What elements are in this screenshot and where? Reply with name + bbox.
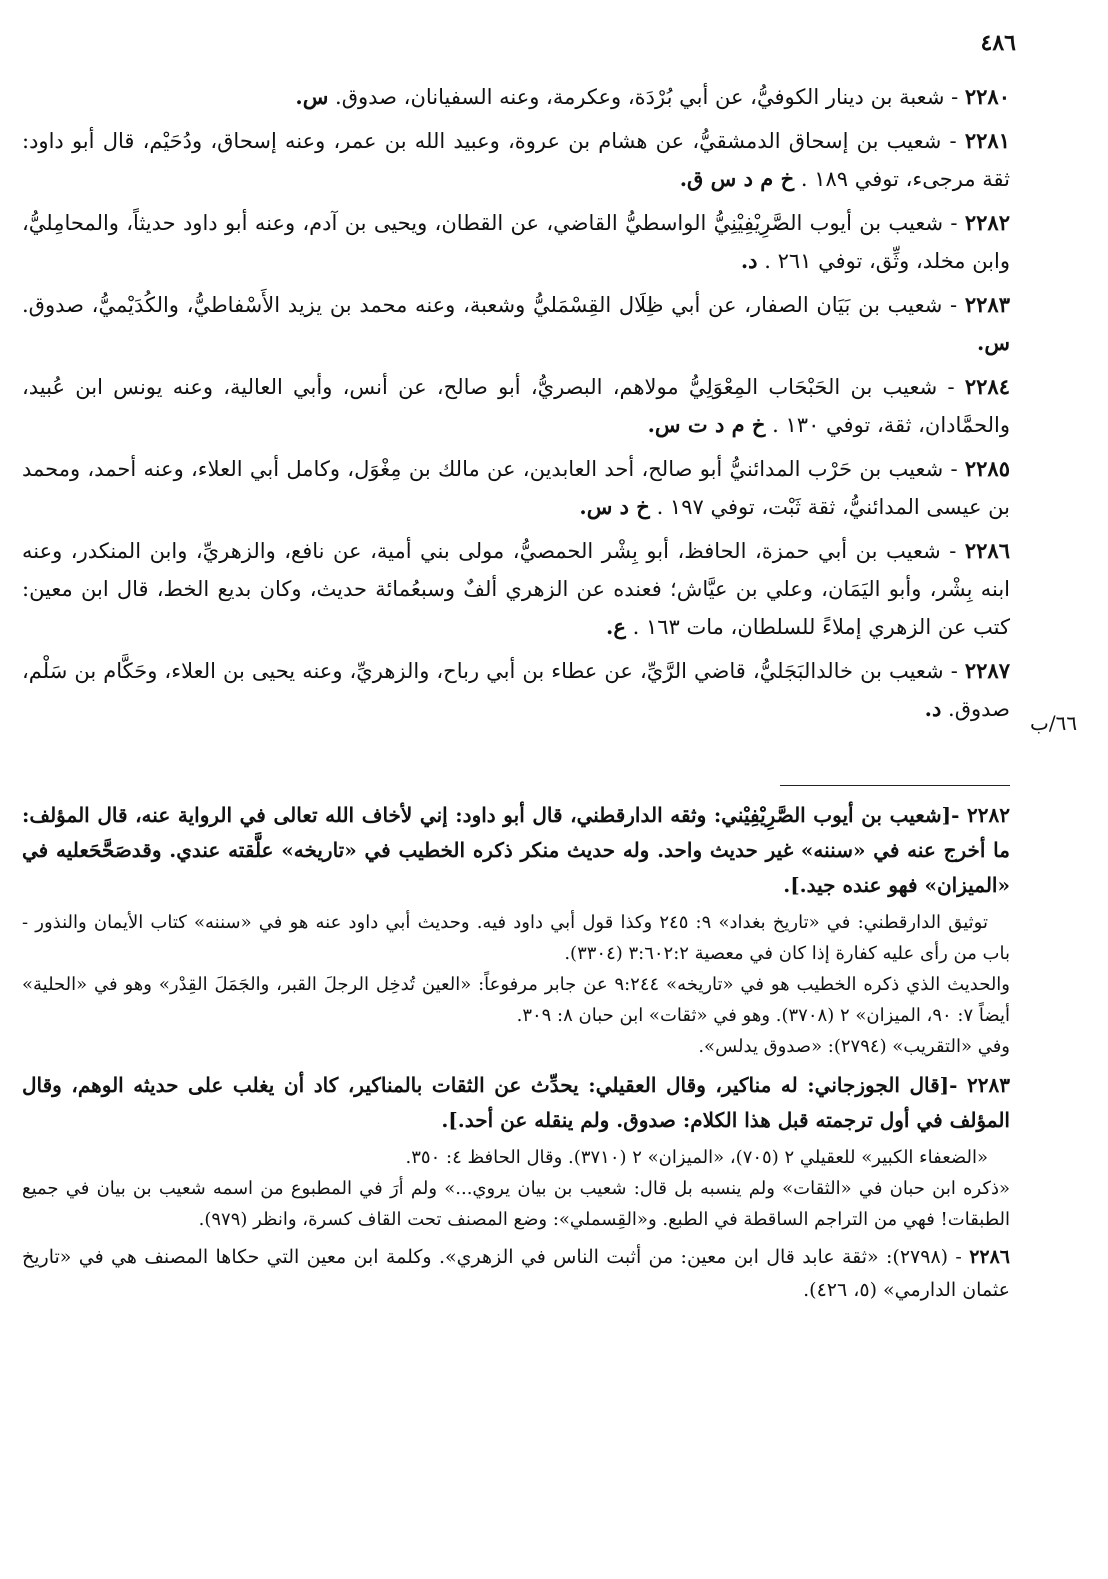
page-number: ٤٨٦ [980, 30, 1016, 56]
entry-2287 [22, 652, 1010, 728]
entry-sigla: خ د س. [579, 494, 650, 519]
footnote-head [22, 1068, 1010, 1138]
entry-text: - شعيب بن أيوب الصَّرِيْفِيْنِيُّ الواسطيُّ القاضي، عن القطان، ويحيى بن آدم، وعنه أبو داود حديثاً، والمحامِليُّ، وابن مخلد، وثِّق، توفي ٢٦١ . [22, 211, 1010, 273]
entry-sigla: ع. [606, 614, 626, 639]
footnote-number: ٢٢٨٢ [967, 803, 1010, 827]
footnote-body [22, 907, 1010, 1062]
entry-text: - شعيب بن خالدالبَجَليُّ، قاضي الرَّيِّ، عن عطاء بن أبي رباح، والزهريِّ، وعنه يحيى بن العلاء، وحَكَّام بن سَلْم، صدوق. [22, 659, 1010, 721]
main-text [22, 78, 1010, 734]
entry-number: ٢٢٨٠ [964, 84, 1010, 109]
entry-number: ٢٢٨٦ [964, 538, 1010, 563]
entry-number: ٢٢٨٣ [964, 292, 1010, 317]
entry-2284 [22, 368, 1010, 444]
entry-text: - شعيب بن حَرْب المدائنيُّ أبو صالح، أحد العابدين، عن مالك بن مِغْوَل، وكامل أبي العلاء، وعنه أحمد، ومحمد بن عيسى المدائنيُّ، ثقة ثَبْت، توفي ١٩٧ . [22, 457, 1010, 519]
entry-sigla: د. [740, 248, 758, 273]
entry-number: ٢٢٨٥ [964, 456, 1010, 481]
entry-text: - شعبة بن دينار الكوفيُّ، عن أبي بُرْدَة، وعكرمة، وعنه السفيانان، صدوق. [335, 85, 959, 109]
footnote-2282 [22, 798, 1010, 1062]
footnote-head-text: -[شعيب بن أيوب الصَّرِيْفِيْني: وثقه الدارقطني، قال أبو داود: إني لأخاف الله تعالى في الرواية عنه، قال المؤلف: ما أخرج عنه في «سننه» غير حديث واحد. وله حديث منكر ذكره الخطيب في «تاريخه» علَّقته عندي. وقدصَحَّحَعليه في «الميزان» فهو عنده جيد.]. [22, 803, 1010, 897]
entry-sigla: خ م د ت س. [647, 412, 766, 437]
footnote-paragraph: والحديث الذي ذكره الخطيب هو في «تاريخه» ٩:٢٤٤ عن جابر مرفوعاً: «العين تُدخِل الرجلَ القبر، والجَمَلَ القِدْر» وهو في «الحلية» أيضاً ٧: ٩٠، الميزان» ٢ (٣٧٠٨). وهو في «ثقات» ابن حبان ٨: ٣٠٩. [22, 974, 1010, 1026]
footnote-paragraph: توثيق الدارقطني: في «تاريخ بغداد» ٩: ٢٤٥ وكذا قول أبي داود فيه. وحديث أبي داود عنه هو في «سننه» كتاب الأيمان والنذور - باب من رأى عليه كفارة إذا كان في معصية ٣:٦٠٢:٢ (٣٣٠٤). [22, 912, 1010, 964]
footnote-number: ٢٢٨٣ [967, 1073, 1010, 1097]
footnote-text: - (٢٧٩٨): «ثقة عابد قال ابن معين: من أثبت الناس في الزهري». وكلمة ابن معين التي حكاها المصنف هي في «تاريخ عثمان الدارمي» (٥، ٤٢٦). [22, 1246, 1010, 1301]
entry-sigla: س. [977, 330, 1010, 355]
entry-number: ٢٢٨٤ [964, 374, 1010, 399]
entry-2282 [22, 204, 1010, 280]
manuscript-folio-marker: ٦٦/ب [1030, 711, 1078, 735]
entry-sigla: خ م د س ق. [679, 166, 795, 191]
entry-sigla: س. [295, 84, 329, 109]
entry-number: ٢٢٨٢ [964, 210, 1010, 235]
footnote-head [22, 798, 1010, 903]
entry-2283 [22, 286, 1010, 362]
footnote-line [22, 1241, 1010, 1307]
footnote-paragraph: وفي «التقريب» (٢٧٩٤): «صدوق يدلس». [698, 1036, 1010, 1057]
entry-sigla: د. [924, 696, 942, 721]
entry-text: - شعيب بن أبي حمزة، الحافظ، أبو بِشْر الحمصيُّ، مولى بني أمية، عن نافع، والزهريِّ، وابن المنكدر، وعنه ابنه بِشْر، وأبو اليَمَان، وعلي بن عيَّاش؛ فعنده عن الزهري ألفٌ وسبعُمائة حديث، وكان بديع الخط، قال ابن معين: كتب عن الزهري إملاءً للسلطان، مات ١٦٣ . [22, 539, 1010, 639]
footnote-2286 [22, 1241, 1010, 1307]
entry-2286 [22, 532, 1010, 646]
footnote-paragraph: «الضعفاء الكبير» للعقيلي ٢ (٧٠٥)، «الميزان» ٢ (٣٧١٠). وقال الحافظ ٤: ٣٥٠. [405, 1147, 988, 1168]
footnote-number: ٢٢٨٦ [969, 1246, 1011, 1268]
entry-number: ٢٢٨٧ [964, 658, 1010, 683]
footnote-separator [780, 785, 1010, 786]
entry-2280 [22, 78, 1010, 116]
entry-2281 [22, 122, 1010, 198]
footnotes [22, 798, 1010, 1313]
entry-text: - شعيب بن الحَبْحَاب المِعْوَلِيُّ مولاهم، البصريُّ، أبو صالح، عن أنس، وأبي العالية، وعنه يونس ابن عُبيد، والحمَّادان، ثقة، توفي ١٣٠ . [22, 375, 1010, 437]
entry-2285 [22, 450, 1010, 526]
entry-text: - شعيب بن بَيَان الصفار، عن أبي ظِلَال القِسْمَليُّ وشعبة، وعنه محمد بن يزيد الأَسْفاطيُّ، والكُدَيْميُّ، صدوق. [22, 293, 958, 317]
footnote-2283 [22, 1068, 1010, 1235]
footnote-body [22, 1142, 1010, 1235]
entry-text: - شعيب بن إسحاق الدمشقيُّ، عن هشام بن عروة، وعبيد الله بن عمر، وعنه إسحاق، ودُحَيْم، قال أبو داود: ثقة مرجىء، توفي ١٨٩ . [22, 129, 1010, 191]
footnote-head-text: -[قال الجوزجاني: له مناكير، وقال العقيلي: يحدِّث عن الثقات بالمناكير، كاد أن يغلب على حديثه الوهم، وقال المؤلف في أول ترجمته قبل هذا الكلام: صدوق. ولم ينقله عن أحد.]. [22, 1073, 1010, 1132]
entry-number: ٢٢٨١ [964, 128, 1010, 153]
footnote-paragraph: «ذكره ابن حبان في «الثقات» ولم ينسبه بل قال: شعيب بن بيان يروي...» ولم أرَ في المطبوع من اسمه شعيب بن بيان في جميع الطبقات! فهي من التراجم الساقطة في الطبع. و«القِسملي»: وضع المصنف تحت القاف كسرة، وانظر (٩٧٩). [22, 1178, 1010, 1230]
